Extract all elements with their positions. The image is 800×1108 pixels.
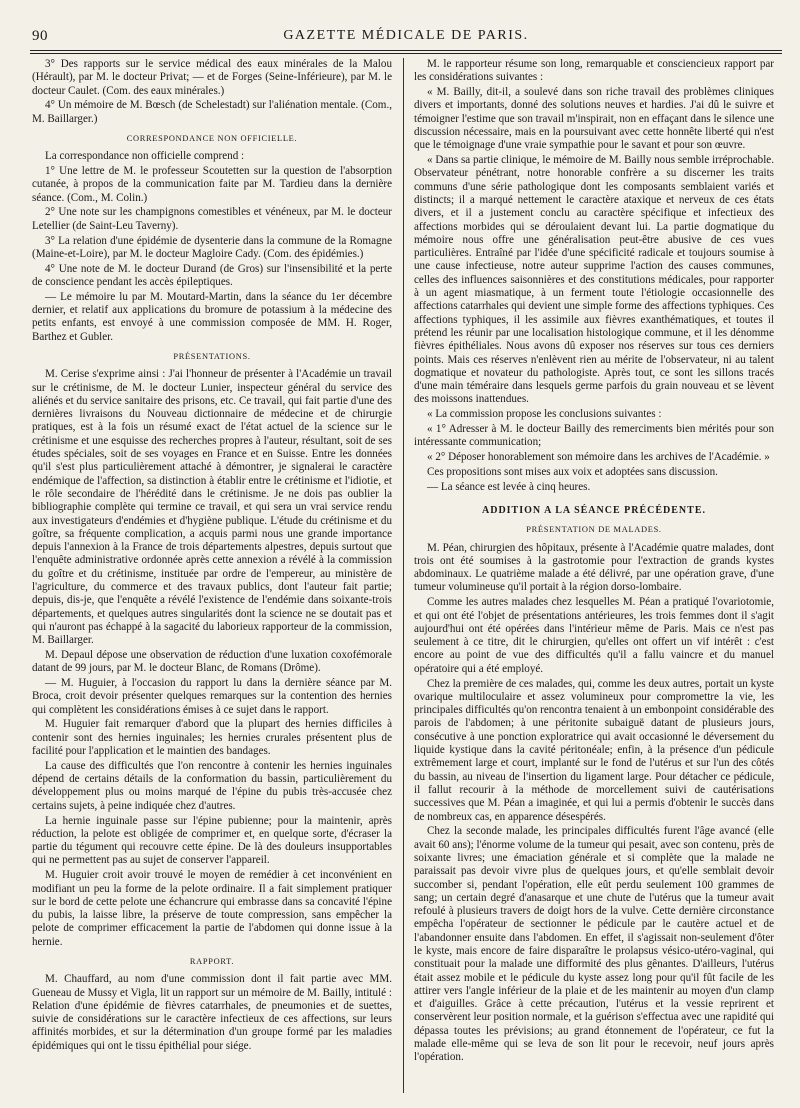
- paragraph: M. Huguier croit avoir trouvé le moyen de remédier à cet inconvénient en modifiant un peu la forme de la pelote ordinaire. Il a fait simplement pratiquer sur le bord de cette pelote une échancrure qui embrasse dans sa concavité l'épine du pubis, la laisse libre, la préserve de toute compression, sans empêcher la pelote de comprimer efficacement la partie de l'abdomen qui donne issue à la hernie.: [32, 869, 392, 948]
- header-rule: [30, 50, 782, 54]
- paragraph: 2° Une note sur les champignons comestibles et vénéneux, par M. le docteur Letellier (de Saint-Leu Taverny).: [32, 206, 392, 232]
- paragraph: 1° Une lettre de M. le professeur Scoutetten sur la question de l'absorption cutanée, à propos de la communication faite par M. Tardieu dans la dernière séance. (Com., M. Colin.): [32, 165, 392, 204]
- paragraph: M. Chauffard, au nom d'une commission dont il fait partie avec MM. Gueneau de Mussy et Vigla, lit un rapport sur un mémoire de M. Bailly, intitulé : Relation d'une épidémie de fièvres catarrhales, de pneumonies et de suettes, suivie de considérations sur le caractère infectieux de ces affections, sur leurs affinités morbides, et sur la détermination d'un groupe formé par les maladies épidémiques qui ont le tissu épithélial pour siége.: [32, 973, 392, 1052]
- paragraph: 4° Une note de M. le docteur Durand (de Gros) sur l'insensibilité et la perte de conscience pendant les accès épileptiques.: [32, 262, 392, 288]
- section-heading-presentations: PRÉSENTATIONS.: [173, 351, 251, 361]
- section-heading-malades: PRÉSENTATION DE MALADES.: [526, 525, 662, 535]
- paragraph: Ces propositions sont mises aux voix et adoptées sans discussion.: [427, 465, 718, 478]
- paragraph: 3° La relation d'une épidémie de dysenterie dans la commune de la Romagne (Maine-et-Loire), par M. le docteur Magloire Cady. (Com. des épidémies.): [32, 234, 392, 260]
- paragraph: « 2° Déposer honorablement son mémoire dans les archives de l'Académie. »: [427, 451, 770, 464]
- paragraph: M. Péan, chirurgien des hôpitaux, présente à l'Académie quatre malades, dont trois ont été soumises à la gastrotomie pour l'extraction de grands kystes abdominaux. Le quatrième malade a été délivré, par une opération grave, d'une tumeur volumineuse qu'il portait à la région dorso-lombaire.: [414, 541, 774, 594]
- page-number: 90: [32, 28, 48, 44]
- paragraph: — M. Huguier, à l'occasion du rapport lu dans la dernière séance par M. Broca, croit devoir présenter quelques remarques sur la contention des hernies qui complètent les considérations émises à ce sujet dans le rapport.: [32, 677, 392, 716]
- paragraph: « M. Bailly, dit-il, a soulevé dans son riche travail des problèmes cliniques divers et importants, donné des solutions neuves et hardies. J'ai dû le suivre et témoigner l'estime que son travail m'inspirait, non en effaçant dans le silence une discussion nécessaire, mais en la poursuivant avec cette honnête liberté qui n'est que le témoignage d'une vraie sympathie pour le savant et pour son œuvre.: [414, 86, 774, 152]
- paragraph: La hernie inguinale passe sur l'épine pubienne; pour la maintenir, après réduction, la pelote est obligée de comprimer et, en quelque sorte, d'écraser la partie du tégument qui recouvre cette épine. De là des douleurs insupportables qui ne permettent pas au sujet de conserver l'appareil.: [32, 814, 392, 867]
- section-heading-addition: ADDITION A LA SÉANCE PRÉCÉDENTE.: [482, 505, 706, 516]
- column-divider: [403, 58, 404, 1093]
- right-column: [414, 58, 774, 1098]
- paragraph: — Le mémoire lu par M. Moutard-Martin, dans la séance du 1er décembre dernier, et relatif aux applications du bromure de potassium à la médecine des petits enfants, est envoyé à une commission composée de MM. H. Roger, Barthez et Gubler.: [32, 290, 392, 343]
- paragraph: 3° Des rapports sur le service médical des eaux minérales de la Malou (Hérault), par M. le docteur Privat; — et de Forges (Seine-Inférieure), par M. le docteur Caulet. (Com. des eaux minérales.): [32, 58, 392, 97]
- section-heading-correspondance: CORRESPONDANCE NON OFFICIELLE.: [126, 133, 298, 143]
- paragraph: « 1° Adresser à M. le docteur Bailly des remerciments bien mérités pour son intéressante communication;: [414, 423, 774, 449]
- paragraph: 4° Un mémoire de M. Bœsch (de Schelestadt) sur l'aliénation mentale. (Com., M. Baillarger.): [32, 99, 392, 125]
- page-header: [30, 28, 782, 48]
- paragraph: — La séance est levée à cinq heures.: [427, 480, 591, 493]
- journal-title: GAZETTE MÉDICALE DE PARIS.: [283, 28, 529, 43]
- paragraph: M. Huguier fait remarquer d'abord que la plupart des hernies difficiles à contenir sont des hernies inguinales; les hernies crurales présentent plus de facilité pour l'application et le maintien des bandages.: [32, 718, 392, 758]
- paragraph: La cause des difficultés que l'on rencontre à contenir les hernies inguinales dépend de certains détails de la conformation du bassin, particulièrement du développement plus ou moins marqué de l'épine du pubis très-accusée chez certains sujets, à peine indiquée chez d'autres.: [32, 759, 392, 812]
- paragraph: « La commission propose les conclusions suivantes :: [427, 408, 662, 421]
- paragraph: La correspondance non officielle comprend :: [45, 150, 245, 163]
- paragraph: M. le rapporteur résume son long, remarquable et consciencieux rapport par les considérations suivantes :: [414, 58, 774, 84]
- paragraph: M. Depaul dépose une observation de réduction d'une luxation coxofémorale datant de 99 jours, par M. le docteur Blanc, de Romans (Drôme).: [32, 648, 392, 675]
- paragraph: Comme les autres malades chez lesquelles M. Péan a pratiqué l'ovariotomie, et qui ont été l'objet de présentations antérieures, les trois femmes dont il s'agit aujourd'hui ont été opérées dans l'intérieur même de Paris. Mais ce n'est pas seulement à ce titre, dit le chirurgien, qu'elles ont offert un vif intérêt : c'est encore au point de vue des difficultés qu'il a fallu vaincre et du manuel opératoire qui a été employé.: [414, 596, 774, 675]
- paragraph: M. Cerise s'exprime ainsi : J'ai l'honneur de présenter à l'Académie un travail sur le crétinisme, de M. le docteur Lunier, inspecteur général du service des aliénés et du service sanitaire des prisons, etc. Ce travail, qui fait partie d'une des dernières livraisons du Nouveau dictionnaire de médecine et de chirurgie pratiques, est à la fois un résumé exact de l'état actuel de la science sur le crétinisme et une esquisse des recherches propres à l'auteur, résultant, soit de ses études spéciales, soit de ses voyages en France et en Suisse. Entre les données qu'il s'est plus particulièrement attaché à démontrer, je signalerai le caractère endémique de l'affection, sa distinction à établir entre le crétinisme et l'idiotie, et le rôle secondaire de l'hérédité dans le crétinisme. Je ne dois pas oublier la bibliographie complète qui termine ce travail, et qui sera un vrai service rendu aux investigateurs d'endémies et d'hygiène publique. L'étude du crétinisme et du goître, sa fréquente complication, a acquis parmi nous une grande importance depuis l'annexion à la France de trois départements alpestres, depuis surtout que l'enquête administrative ordonnée après cette annexion a révélé à la commission du goître et du crétinisme, instituée par ordre de l'empereur, au ministère de l'agriculture, du commerce et des travaux publics, dont l'auteur fait partie; depuis, dis-je, que l'enquête a révélé l'existence de l'endémie dans soixante-trois départements, et quelques autres singularités dont la science ne se doutait pas et qui n'auront pas échappé à la sagacité du laborieux rapporteur de la commission, M. Baillarger.: [32, 368, 392, 647]
- paragraph: Chez la première de ces malades, qui, comme les deux autres, portait un kyste ovarique multiloculaire et assez volumineux pour compromettre la vie, les principales difficultés qu'on rencontra tenaient à un embonpoint considérable des parois de l'abdomen; à une péritonite subaiguë datant de plusieurs jours, consécutive à une ponction exploratrice qui avait occasionné le déversement du liquide kystique dans la cavité péritonéale; enfin, à la présence d'un pédicule extrêmement large et court, implanté sur le fond de l'utérus et sur l'un des côtés du bassin, au niveau de l'insertion du ligament large. Pour détacher ce pédicule, il fallut recourir à la méthode de morcellement suivi de cautérisations successives que M. Péan a imaginée, et qui lui a permis d'obtenir le succès dans de nombreux cas, en apparence désespérés.: [414, 677, 774, 823]
- section-heading-rapport: RAPPORT.: [189, 957, 235, 966]
- left-column: [32, 58, 392, 1098]
- paragraph: Chez la seconde malade, les principales difficultés furent l'âge avancé (elle avait 60 ans); l'énorme volume de la tumeur qui pesait, avec son contenu, près de soixante livres; une émaciation générale et si complète que la malade ne paraissait pas devoir vivre plus de quelques jours, et qu'elle semblait devoir succomber si, pendant l'opération, elle eût perdu seulement 100 grammes de sang; un certain degré d'anasarque et une chute de l'utérus que la tumeur avait refoulé à plusieurs travers de doigt hors de la vulve. Cette dernière circonstance empêcha l'opérateur de sectionner le pédicule par le cautère actuel et de l'abandonner ensuite dans l'abdomen. En effet, il s'agissait non-seulement d'ôter le kyste, mais encore de faire disparaître le prolapsus vésico-utéro-vaginal, qui constituait pour la malade une difformité des plus gênantes. D'ailleurs, l'utérus était assez mobile et le pédicule du kyste assez long pour qu'il fût facile de les attirer vers l'angle inférieur de la plaie et de les maintenir au moyen d'un clamp et d'aiguilles. Grâce à cette précaution, l'utérus et la vessie reprirent et conservèrent leur position normale, et la guérison s'effectua avec une rapidité qui dépassa toutes les prévisions; au grand étonnement de l'opérateur, ce fut la malade elle-même qui se leva de son lit pour le recevoir, neuf jours après l'opération.: [414, 825, 774, 1064]
- paragraph: « Dans sa partie clinique, le mémoire de M. Bailly nous semble irréprochable. Observateur pénétrant, notre honorable confrère a su discerner les traits communs d'une série pathologique dont les composants semblaient variés et distincts; il a marqué nettement le caractère ataxique et nerveux de ces états divers, et il a justement conclu au caractère spécifique et infectieux des affections morbides qui se déroulaient devant lui. La partie dogmatique du mémoire nous offre une généralisation peut-être abusive de ces vues particulières. Entraîné par l'idée d'une spécificité radicale et toujours soumise à une cause infectieuse, notre auteur supprime l'action des causes communes, celles des influences saisonnières et des constitutions médicales, pour rapporter à un agent miasmatique, à un ferment toute l'étiologie occasionnelle des affections catarrhales qui devient une simple forme des affections typhiques. Ces affections typhiques, il les assimile aux fièvres exanthématiques, et toutes il prétend les réunir par une localisation histologique commune, et il les dénomme fièvres épithéliales. Nous avons dû exposer nos réserves sur tous ces derniers points. Mais ces réserves n'enlèvent rien au mérite de l'observateur, ni au talent dogmatique et novateur du pathologiste. Après tout, ce sont les sillons tracés d'une main téméraire dans lesquels germe parfois du grain nouveau et se lèvent des moissons inattendues.: [414, 154, 774, 406]
